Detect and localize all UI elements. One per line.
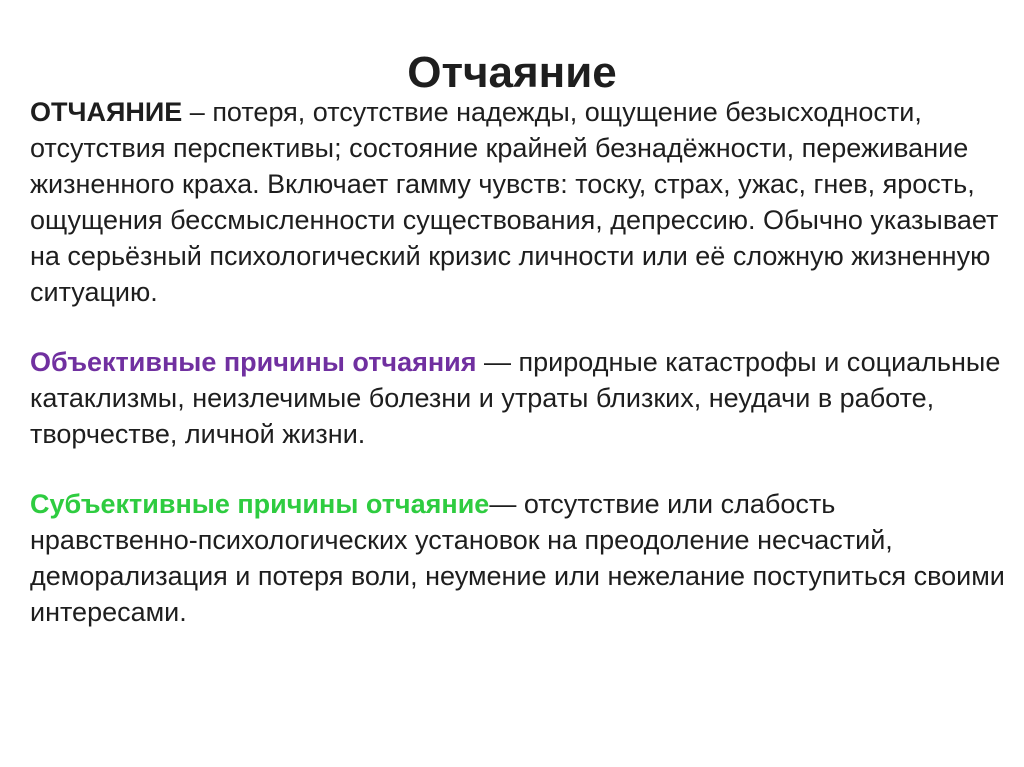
objective-causes-paragraph <box>30 344 1005 452</box>
definition-paragraph <box>30 94 1005 310</box>
slide-title: Отчаяние <box>407 48 617 98</box>
definition-term: ОТЧАЯНИЕ <box>30 97 183 127</box>
subjective-causes-paragraph <box>30 486 1005 630</box>
objective-causes-text: — природные катастрофы и социальные катаклизмы, неизлечимые болезни и утраты близких, неудачи в работе, творчестве, личной жизни. <box>30 347 1001 449</box>
subjective-causes-text: — отсутствие или слабость нравственно-психологических установок на преодоление несчастий, деморализация и потеря воли, неумение или нежелание поступиться своими интересами. <box>30 489 1005 627</box>
definition-text: – потеря, отсутствие надежды, ощущение безысходности, отсутствия перспективы; состояние крайней безнадёжности, переживание жизненного краха. Включает гамму чувств: тоску, страх, ужас, гнев, ярость, ощущения бессмысленности существования, депрессию. Обычно указывает на серьёзный психологический кризис личности или её сложную жизненную ситуацию. <box>30 97 999 307</box>
objective-causes-term: Объективные причины отчаяния <box>30 347 477 377</box>
slide-content <box>30 94 1005 630</box>
subjective-causes-term: Субъективные причины отчаяние <box>30 489 490 519</box>
